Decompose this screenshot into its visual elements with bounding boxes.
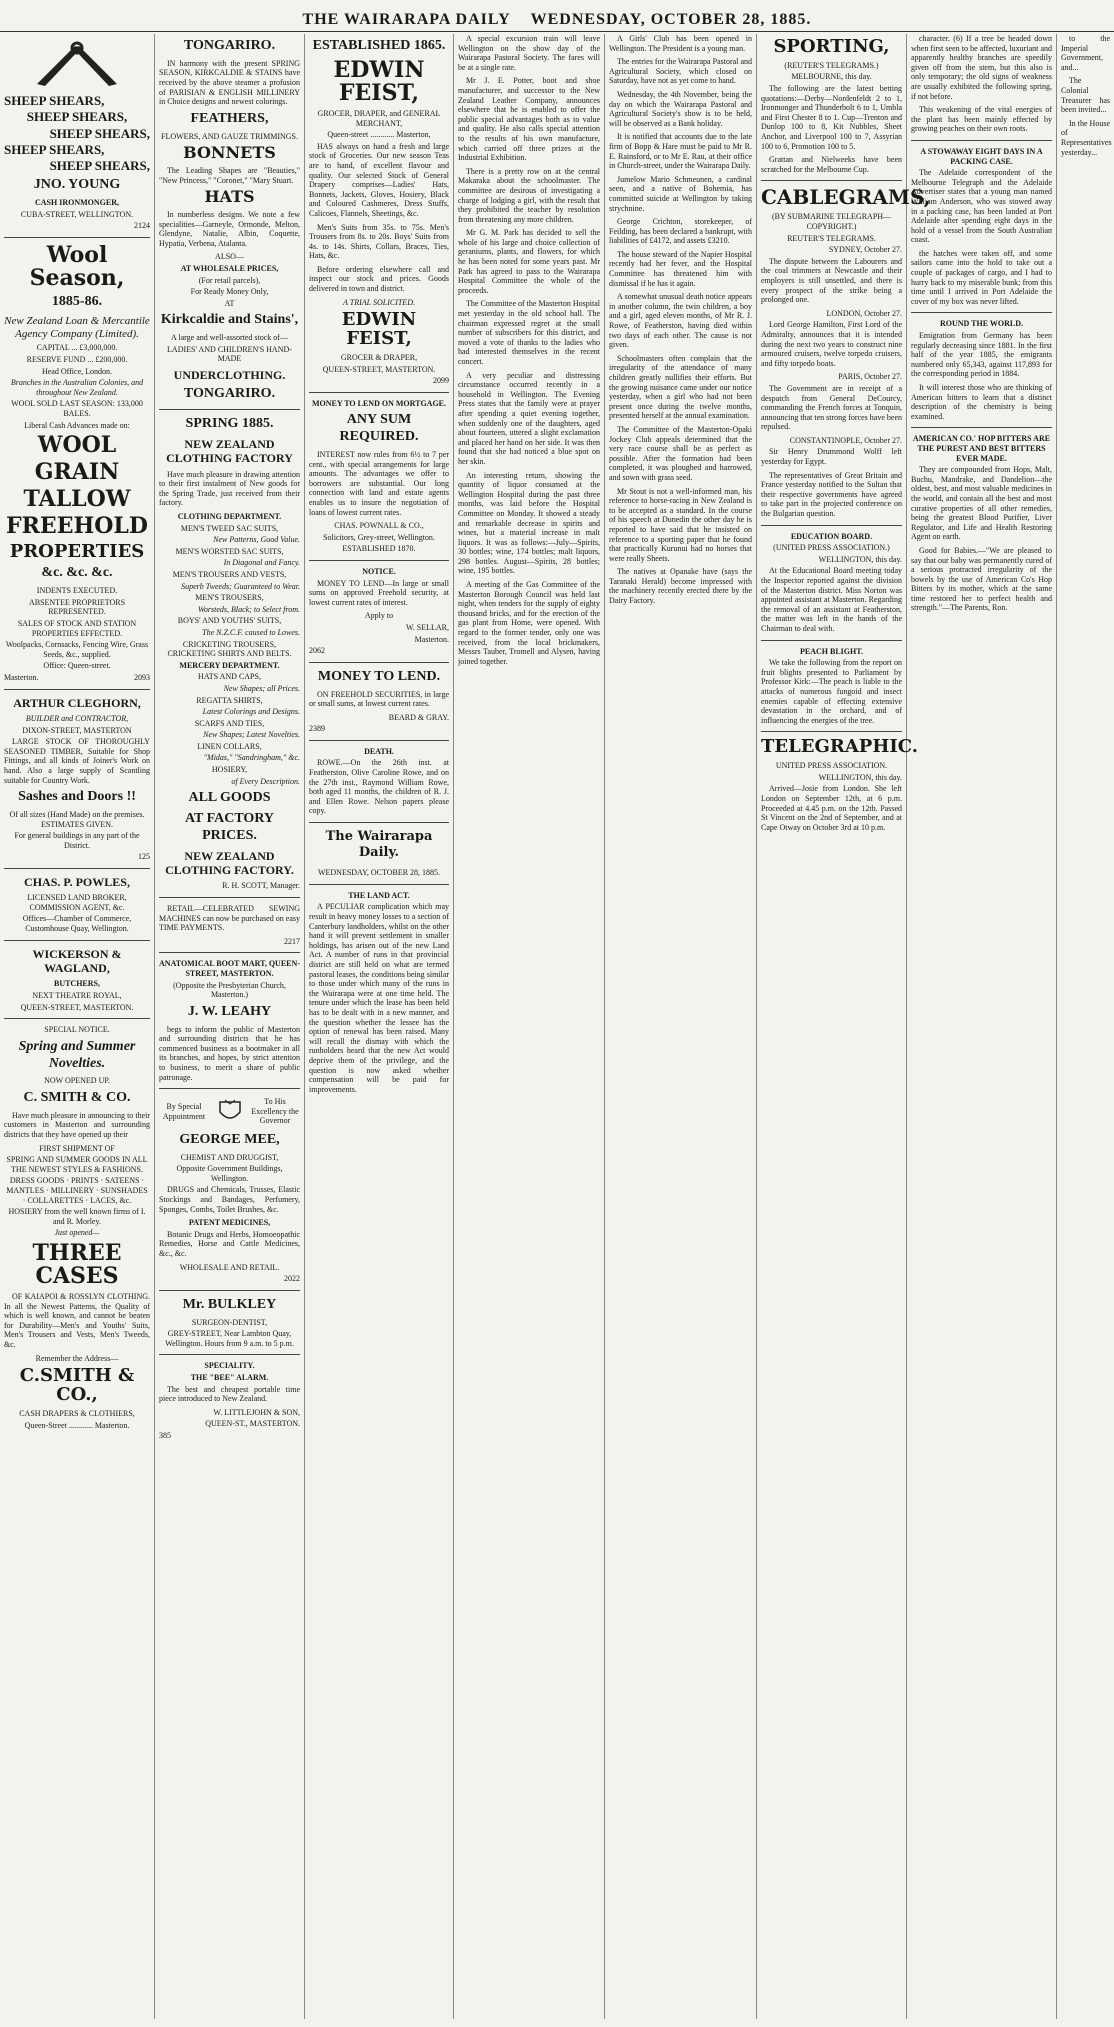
feist-men: Men's Suits from 35s. to 75s. Men's Trousers from 8s. to 20s. Boys' Suits from 4s. to 14s. Shirts, Collars, Braces, Ties, Hats, &c. — [309, 222, 449, 261]
sporting-text: The following are the latest betting quotations:—Derby—Nordenfeldt 2 to 1, Ironmonger and Thunderbolt 6 to 1, Umbla and First Chester 8 to 1. Cup—Trenton and Dunlop 100 to 8, Kit Nubbles, Sheet Anchor, and Liverpool 100 to 7, Assyrian 100 to 6, Promotion 100 to 5. — [761, 84, 902, 151]
news-item: the hatches were taken off, and some sailors came into the hold to take out a couple of packages of cargo, and I had to hurry back to my miserable bunk; from this time until I arrived in Port Adelaide the cover of my box was never lifted. — [911, 248, 1052, 306]
kirkcaldie-name: Kirkcaldie and Stains', — [160, 312, 299, 328]
smith-just: Just opened— — [54, 1228, 100, 1238]
tongariro-text: IN harmony with the present SPRING SEASON, KIRKCALDIE & STAINS have received by the above steamer a profusion of PARISIAN & ENGLISH MILLINERY in Choice designs and newest colorings. — [159, 58, 300, 107]
sellar-ref: 2062 — [309, 646, 325, 656]
ad-sheep-shears-4: SHEEP SHEARS, — [4, 141, 105, 157]
varied-stock: A large and well-assorted stock of— — [171, 333, 288, 343]
sellar: W. SELLAR, — [405, 622, 449, 632]
divider — [4, 940, 150, 941]
divider — [159, 1088, 300, 1089]
news-item: Wednesday, the 4th November, being the day on which the Wairarapa Pastoral and Agricultural Society's show is to be held, will be observed as a Bank holiday. — [609, 89, 752, 128]
young-name: JNO. YOUNG — [33, 177, 121, 193]
sewing-machines: RETAIL—CELEBRATED SEWING MACHINES can now be purchased on easy TIME PAYMENTS. — [159, 904, 300, 933]
telegraphic-dateline: WELLINGTON, this day. — [818, 772, 902, 782]
divider — [159, 409, 300, 410]
edboard-text: At the Educational Board meeting today the Inspector reported against the division of the Masterton district. Miss Norton was appointed assistant at Masterton. Regarding the removal of an assistant at Featherston, the matter was left in the hands of the Chairman to deal with. — [761, 566, 902, 633]
at-label: AT — [224, 298, 235, 308]
mens-worsted: MEN'S WORSTED SAC SUITS, — [175, 546, 284, 556]
mens-trousers-2: MEN'S TROUSERS, — [195, 593, 264, 603]
hats-text: In numberless designs. We note a few specialities—Garneyle, Ormonde, Melton, Glendyne, Natalie, Albin, Coquette, Hypatia, Verbena, Atalanta. — [159, 209, 300, 248]
cable-dateline: PARIS, October 27. — [838, 372, 902, 382]
nz-clothing: NEW ZEALAND CLOTHING FACTORY. — [165, 848, 294, 878]
world-text: Emigration from Germany has been regularly decreasing since 1881. In the first half of the year 1885, the emigrants numbered only 65,343, against 117,893 for the corresponding period in 1884. — [911, 331, 1052, 379]
leahy-name: J. W. LEAHY — [187, 1003, 272, 1019]
divider — [309, 392, 449, 393]
feist-trade-2: GROCER & DRAPER, — [340, 353, 418, 363]
sewing-ref: 2217 — [284, 936, 300, 946]
young-address: CUBA-STREET, WELLINGTON. — [20, 209, 134, 219]
pownall-est: ESTABLISHED 1870. — [342, 544, 416, 554]
tongariro-heading-2: TONGARIRO. — [183, 386, 276, 402]
news-item: George Crichton, storekeeper, of Feilding, has been declared a bankrupt, with liabilities of £4172, and assets £3210. — [609, 217, 752, 246]
smith-goods: SPRING AND SUMMER GOODS IN ALL THE NEWEST STYLES & FASHIONS. — [6, 1155, 148, 1174]
cable-dateline: CONSTANTINOPLE, October 27. — [789, 435, 902, 445]
bulkley-addr: GREY-STREET, Near Lambton Quay, Wellington. Hours from 9 a.m. to 5 p.m. — [165, 1329, 294, 1348]
underclothing: UNDERCLOTHING. — [173, 367, 286, 382]
cleghorn-name: ARTHUR CLEGHORN, — [13, 695, 141, 710]
feist-addr-2: QUEEN-STREET, MASTERTON. — [322, 364, 436, 374]
butchers: BUTCHERS, — [53, 979, 100, 989]
divider — [911, 427, 1052, 428]
nzloan-reserve: RESERVE FUND ... £200,000. — [26, 355, 128, 365]
patent-wholesale: WHOLESALE AND RETAIL. — [179, 1262, 280, 1272]
sporting-note: Grattan and Nielweeks have been scratched for the Melbourne Cup. — [761, 155, 902, 174]
ladies-childrens: LADIES' AND CHILDREN'S HAND-MADE — [167, 344, 292, 364]
regatta-note: Latest Colorings and Designs. — [202, 707, 300, 717]
news-item: Jumelow Mario Schmeunen, a cardinal seen, and a native of Bohemia, has committed suicide at Wellington by taking strychnine. — [609, 174, 752, 213]
linen-collars: LINEN COLLARS, — [197, 741, 262, 751]
nzloan-name: New Zealand Loan & Mercantile Agency Company (Limited). — [4, 315, 150, 341]
mee-ref: 2022 — [284, 1274, 300, 1284]
mee-trade: CHEMIST AND DRUGGIST, — [180, 1152, 279, 1162]
established: ESTABLISHED 1865. — [312, 38, 446, 53]
mens-trousers: MEN'S TROUSERS AND VESTS, — [172, 569, 287, 579]
bee-alarm: THE "BEE" ALARM. — [190, 1373, 269, 1382]
news-item: A very peculiar and distressing circumstance occurred recently in a household in Wellington. The Evening Press states that the family were at prayer after spending a quiet evening together, when suddenly one of the daughters, aged about fourteen, uttered a slight exclamation and placed her hand on her side. It was then found that she had noticed a blue spot on her skin. — [458, 370, 600, 466]
clothing-dept: CLOTHING DEPARTMENT. — [177, 512, 282, 521]
divider — [309, 560, 449, 561]
bulkley-trade: SURGEON-DENTIST, — [191, 1317, 268, 1327]
by-special: By Special Appointment — [162, 1101, 206, 1121]
nzloan-wool: WOOL SOLD LAST SEASON: 133,000 BALES. — [11, 399, 143, 418]
smith-text: Have much pleasure in announcing to their customers in Masterton and surrounding districts that they have opened up their — [4, 1110, 150, 1139]
column-8 — [1057, 34, 1114, 2019]
royal-coat-of-arms-icon — [215, 1098, 245, 1124]
divider — [4, 1018, 150, 1019]
divider — [159, 897, 300, 898]
feist-ref-2: 2099 — [433, 376, 449, 386]
nzloan-office: Head Office, London. — [41, 366, 113, 376]
blight-text: We take the following from the report on fruit blights presented to Parliament by Professor Kirk:—The peach is liable to the attacks of numerous fungoid and insect enemies capable of effecting extensive devastation in the orchard, and of influencing the energies of the tree. — [761, 658, 902, 725]
money-text: INTEREST now rules from 6½ to 7 per cent., with special arrangements for large amounts. The advantages we offer to borrowers are substantial. Our long connection with land and estate agents enables us to insure the negotiation of loans of lowest current rates. — [309, 450, 449, 517]
cable-text: Sir Henry Drummond Wolff left yesterday for Egypt. — [761, 447, 902, 467]
news-item: A special excursion train will leave Wellington on the show day of the Wairarapa Pastoral Society. The fares will be at a single rate. — [458, 34, 600, 72]
feist-name-2: EDWIN FEIST, — [341, 309, 417, 350]
news-item: The Committee of the Masterton Hospital met yesterday in the old school hall. The chairman expressed regret at the small number of subscribers for this district, and moved a vote of thanks to the ladies who had interested themselves in the recent concert. — [458, 299, 600, 366]
etc-heading: &c. &c. &c. — [41, 565, 113, 581]
factory-text: Have much pleasure in drawing attention to their first instalment of New goods for the Spring Trade, just received from their factory. — [159, 469, 300, 508]
paper-date: WEDNESDAY, OCTOBER 28, 1885. — [317, 868, 441, 878]
cable-text: The dispute between the Labourers and the coal trimmers at Newcastle and their employers is still unsettled, and there is every prospect of the strike being a prolonged one. — [761, 256, 902, 305]
pownall-trade: Solicitors, Grey-street, Wellington. — [323, 532, 435, 542]
column-6 — [757, 34, 931, 2019]
office-ref: 2093 — [134, 672, 150, 682]
land-act-text: A PECULIAR complication which may result in heavy money losses to a section of Canterbury landholders, whilst on the other hand it will prevent settlement in smaller holdings, has arisen out of the new Land Act. A number of runs in that provincial district are still held on what are termed pastoral leases, the conditions being similar to those under which many of the runs in the Wairarapa were at one time held. The tenure under which the lease has been held has to be dealt with in a new manner, and the question whether the lessee has the option of renewal has been raised. Many will recall the dismay with which the runholders heard that the new Act would deprive them of the privilege, and the question is now asked whether compensation will be paid for improvements. — [309, 902, 449, 1094]
hats-caps-note: New Shapes; all Prices. — [223, 683, 300, 693]
news-item: A meeting of the Gas Committee of the Masterton Borough Council was held last night, when tenders for the supply of eighty thousand bricks, and for the erection of the gas plant from Home, were opened. With regard to the former tender, only one was received, from the local brickmakers, Messrs Tauber, Tromell and Alysen, having joined together. — [458, 580, 600, 666]
money-to-lend: MONEY TO LEND. — [317, 668, 441, 684]
hop-text: They are compounded from Hops, Malt, Buchu, Mandrake, and Dandelion—the oldest, best, and most valuable medicines in the world, and contain all the best and most curative properties of all other remedies, being the greatest Blood Purifier, Liver Regulator, and Life and Health Restoring Agent on earth. — [911, 465, 1052, 542]
freehold-heading: FREEHOLD — [6, 513, 148, 540]
scarfs-note: New Shapes; Latest Novelties. — [203, 730, 300, 740]
cricketing: CRICKETING TROUSERS, CRICKETING SHIRTS AND BELTS. — [167, 639, 292, 659]
death-heading: DEATH. — [364, 746, 394, 756]
ad-sheep-shears-2: SHEEP SHEARS, — [26, 109, 128, 125]
ad-sheep-shears-3: SHEEP SHEARS, — [49, 125, 150, 141]
news-item: to the Imperial Government, and... — [1061, 34, 1110, 72]
news-item: There is a pretty row on at the central Makaraka about the schoolmaster. The committee are desirous of investigating a charge of lodging a girl, with the result that they prohibited the teacher by resolution from threatening any more children. — [458, 166, 600, 224]
money-heading: MONEY TO LEND ON MORTGAGE. — [311, 398, 447, 408]
death-text: ROWE.—On the 26th inst. at Featherston, Olive Caroline Rowe, and on the 27th inst., Raymond William Rowe, both aged 11 months, the children of R. J. and Ellen Rowe. Nelson papers please copy. — [309, 758, 449, 816]
feathers-heading: FEATHERS, — [190, 110, 269, 126]
flowers-heading: FLOWERS, AND GAUZE TRIMMINGS. — [161, 131, 298, 141]
money-any: ANY SUM REQUIRED. — [339, 412, 419, 445]
littlejohn-ref: 385 — [159, 1430, 171, 1440]
mens-worsted-note: In Diagonal and Fancy. — [223, 558, 300, 568]
ad-sheep-shears-5: SHEEP SHEARS, — [49, 158, 150, 174]
cable-text: Lord George Hamilton, First Lord of the Admiralty, announces that it is intended during the next two years to construct nine armoured cruisers, twelve torpedo cruisers, and fifty torpedo boats. — [761, 320, 902, 368]
scarfs: SCARFS AND TIES, — [194, 718, 265, 728]
trial: A TRIAL SOLICITED. — [343, 297, 415, 307]
tongariro-heading-1: TONGARIRO. — [183, 38, 276, 53]
column-2 — [155, 34, 305, 2019]
butchers-addr: NEXT THEATRE ROYAL, — [32, 991, 122, 1001]
notice-heading: SPECIAL NOTICE. — [44, 1025, 110, 1035]
three-cases-text: OF KAIAPOI & ROSSLYN CLOTHING. In all the Newest Patterns, the Quality of which is well known, and cannot be beaten for Durability—Men's and Youths' Suits, Men's Trousers and Vests, Men's Tweeds, &c. — [4, 1292, 150, 1350]
young-trade: CASH IRONMONGER, — [34, 198, 119, 208]
paper-name: The Wairarapa Daily. — [325, 829, 433, 860]
apply: Apply to — [364, 611, 394, 621]
office-line — [4, 673, 150, 683]
sheep-shears-illustration — [27, 38, 127, 90]
nz-clothing-factory: NEW ZEALAND CLOTHING FACTORY — [166, 436, 293, 466]
cablegrams-reuter: REUTER'S TELEGRAMS. — [787, 233, 876, 243]
spring-novelties-title: Spring and Summer Novelties. — [18, 1038, 136, 1071]
boys-note: The N.Z.C.F. caused to Lowes. — [202, 627, 300, 637]
news-item: The Committee of the Masterton-Opaki Jockey Club appeals determined that the very race course shall be as perfect as possible. After the formation had been completed, it was ploughed and harrowed, and sown with grass seed. — [609, 424, 752, 482]
sporting-heading: SPORTING, — [773, 36, 890, 57]
office-place: Masterton. — [4, 672, 39, 682]
absentee: ABSENTEE PROPRIETORS REPRESENTED. — [28, 597, 126, 617]
for-retail: (For retail parcels), — [198, 275, 261, 285]
mens-trousers-note: Superb Tweeds; Guaranteed to Wear. — [181, 581, 300, 591]
mercery-dept: MERCERY DEPARTMENT. — [179, 660, 280, 670]
bonnets-heading: BONNETS — [183, 143, 276, 163]
nzloan-branches: Branches in the Australian Colonies, and throughout New Zealand. — [10, 378, 144, 397]
news-item: Schoolmasters often complain that the irregularity of the attendance of many children greatly nullifies their efforts. But the growing nuisance came under our notice yesterday, when a girl who had not been present once during the twelve months, presented herself at the annual examination. — [609, 353, 752, 421]
edboard-dateline: WELLINGTON, this day. — [818, 554, 902, 564]
blight-heading: PEACH BLIGHT. — [800, 646, 863, 656]
divider — [159, 1290, 300, 1291]
smith-queen: Queen-Street ............ Masterton. — [24, 1420, 130, 1430]
column-7 — [907, 34, 1057, 2019]
news-item: A Girls' Club has been opened in Wellington. The President is a young man. — [609, 34, 752, 53]
cable-text: The representatives of Great Britain and France yesterday notified to the Sultan that their respective governments have agreed to take part in the projected conference on the Bulgarian question. — [761, 470, 902, 519]
cable-dateline: LONDON, October 27. — [826, 308, 902, 318]
world-heading: ROUND THE WORLD. — [939, 319, 1024, 329]
wickerson: WICKERSON & WAGLAND, — [32, 946, 122, 976]
hop-heading: AMERICAN CO.' HOP BITTERS ARE THE PUREST AND BEST BITTERS EVER MADE. — [912, 434, 1051, 463]
sashes-sub: Of all sizes (Hand Made) on the premises. ESTIMATES GIVEN. — [9, 809, 145, 829]
speciality: SPECIALITY. — [204, 1361, 255, 1371]
cleghorn-stock: LARGE STOCK OF THOROUGHLY SEASONED TIMBER, Suitable for Shop Fittings, and all kinds of Joiner's Work on hand. Also a large supply of Scantling suitable for Country Work. — [4, 737, 150, 785]
divider — [911, 140, 1052, 141]
tallow-heading: TALLOW — [23, 486, 131, 513]
spring-1885: SPRING 1885. — [185, 416, 274, 432]
news-item: The natives at Opanake have (says the Taranaki Herald) become impressed with the machinery recently erected there by the Dairy Factory. — [609, 567, 752, 606]
also-heading: ALSO— — [215, 252, 244, 262]
feist-before: Before ordering elsewhere call and inspect our stock and prices. Goods delivered in town and district. — [309, 264, 449, 294]
littlejohn-addr: QUEEN-ST., MASTERTON. — [205, 1419, 300, 1429]
sporting-dateline: MELBOURNE, this day. — [791, 72, 872, 82]
divider — [761, 180, 902, 181]
notice-text: MONEY TO LEND—In large or small sums on approved Freehold security, at lowest current rates of interest. — [309, 578, 449, 607]
column-5 — [605, 34, 757, 2019]
cable-text: The Government are in receipt of a despatch from General DeCourcy, commanding the French forces at Tonquin, announcing that ten strong forces have been repulsed. — [761, 383, 902, 432]
wool-season-title: Wool Season, — [29, 242, 125, 292]
cleghorn-trade: BUILDER and CONTRACTOR, — [25, 713, 129, 723]
mee-addr: Opposite Government Buildings, Wellington. — [176, 1164, 283, 1183]
feist-name: EDWIN FEIST, — [333, 56, 425, 106]
leahy-text: begs to inform the public of Masterton and surrounding districts that he has commenced business as a bootmaker in all its branches, and hopes, by strict attention to business, to merit a share of public patronage. — [159, 1024, 300, 1082]
telegraphic-text: Arrived—Josie from London. She left London on September 12th, at 6 p.m. Proceeded at 4.45 p.m. on the 12th. Passed St Vincent on the 2nd of September, and at Cape Otway on October 3rd at 10 p.m. — [761, 784, 902, 832]
column-1 — [0, 34, 155, 2019]
hosiery: HOSIERY, — [211, 765, 248, 775]
butchers-street: QUEEN-STREET, MASTERTON. — [20, 1002, 134, 1012]
news-item: The entries for the Wairarapa Pastoral and Agricultural Society, which closed on Saturday, have not as yet come to hand. — [609, 57, 752, 86]
divider — [309, 884, 449, 885]
news-item: It is notified that accounts due to the late firm of Bopp & Hare must be paid to Mr R. E. Rainsford, or to Mr E. Rau, at their office in Church-street, under the Wairarapa Daily. — [609, 132, 752, 171]
factory-prices: AT FACTORY PRICES. — [184, 811, 275, 843]
to-his-exc: To His Excellency the Governor — [251, 1097, 299, 1126]
boys-suits: BOYS' AND YOUTHS' SUITS, — [177, 616, 282, 626]
divider — [309, 740, 449, 741]
three-cases: THREE CASES — [32, 1239, 122, 1290]
news-item: The Colonial Treasurer has been invited... — [1061, 76, 1110, 115]
patent-medicines: PATENT MEDICINES, — [188, 1218, 271, 1228]
office: Office: Queen-street. — [43, 661, 111, 671]
mee-name: GEORGE MEE, — [179, 1131, 280, 1147]
indents: INDENTS EXECUTED. — [36, 586, 118, 596]
stowaway-text: The Adelaide correspondent of the Melbourne Telegraph and the Adelaide Advertiser states that a young man named William Anderson, who was stowed away in a packing case, has been landed at Port Adelaide after spending eight days in the hold of a vessel from the South Australian coast. — [911, 168, 1052, 245]
littlejohn: W. LITTLEJOHN & SON, — [213, 1407, 300, 1417]
sellar-place: Masterton. — [414, 634, 449, 644]
stowaway-heading: A STOWAWAY EIGHT DAYS IN A PACKING CASE. — [920, 146, 1043, 166]
news-item: In the House of Representatives yesterday... — [1061, 118, 1112, 157]
land-act-heading: THE LAND ACT. — [348, 890, 410, 900]
nzloan-advances: Liberal Cash Advances made on: — [24, 420, 130, 430]
properties-heading: PROPERTIES — [9, 540, 145, 562]
edboard-heading: EDUCATION BOARD. — [790, 531, 873, 541]
pownall: CHAS. POWNALL & CO., — [334, 521, 424, 531]
powles-trade: LICENSED LAND BROKER, COMMISSION AGENT, &c. — [27, 893, 127, 912]
appointment-row — [159, 1095, 300, 1128]
sporting-sub: (REUTER'S TELEGRAMS.) — [784, 60, 879, 70]
ready-money: For Ready Money Only, — [190, 287, 269, 297]
mens-suits-note: New Patterns, Good Value. — [213, 535, 300, 545]
beard-ref: 2389 — [309, 724, 325, 734]
divider — [911, 312, 1052, 313]
divider — [4, 237, 150, 238]
divider — [309, 822, 449, 823]
divider — [159, 952, 300, 953]
young-ref: 2124 — [134, 221, 150, 231]
mens-suits: MEN'S TWEED SAC SUITS, — [180, 523, 279, 533]
cable-dateline: SYDNEY, October 27. — [828, 245, 902, 255]
feist-addr: Queen-street ............ Masterton, — [327, 130, 431, 140]
cablegrams-sub: (BY SUBMARINE TELEGRAPH—COPYRIGHT.) — [771, 212, 892, 232]
telegraphic-heading: TELEGRAPHIC. — [761, 736, 919, 758]
grain-heading: GRAIN — [34, 459, 120, 486]
drugs-text: DRUGS and Chemicals, Trusses, Elastic Stockings and Bandages, Perfumery, Sponges, Combs, Toilet Brushes, &c. — [159, 1185, 300, 1214]
masthead-date: WEDNESDAY, OCTOBER 28, 1885. — [530, 11, 812, 28]
column-3 — [305, 34, 454, 2019]
smith-first: FIRST SHIPMENT OF — [39, 1143, 115, 1153]
edboard-sub: (UNITED PRESS ASSOCIATION.) — [773, 543, 890, 553]
news-item: character. (6) If a tree be headed down when first seen to be affected, luxuriant and apparently healthy branches are speedily given off from the stem, but this also is only temporary; the old signs of weakness are usually exhibited the following spring, if not before. — [911, 34, 1052, 101]
smith-list: DRESS GOODS · PRINTS · SATEENS · MANTLES · MILLINERY · SUNSHADES · COLLARETTES · LACES, &c. — [6, 1176, 148, 1205]
nzloan-capital: CAPITAL ... £3,000,000. — [36, 343, 118, 353]
divider — [159, 1354, 300, 1355]
bonnets-text: The Leading Shapes are "Beauties," "New Princess," "Coronet," "Mary Stuart. — [159, 165, 300, 185]
news-item: The house steward of the Napier Hospital recently had her fever, and the Hospital Committee has threatened him with dismissal if he has it again. — [609, 249, 752, 288]
telegraphic-sub: UNITED PRESS ASSOCIATION. — [775, 761, 888, 771]
smith-name-1: C. SMITH & CO. — [23, 1090, 131, 1105]
hop-text-2: Good for Babies.—"We are pleased to say that our baby was permanently cured of a serious protracted irregularity of the bowels by the use of American Co's Hop Bitters by its mother, which at the same time restored her to perfect health and strength."—The Parents, Ron. — [911, 545, 1052, 613]
woolpacks: Woolpacks, Cornsacks, Fencing Wire, Grass Seeds, &c., supplied. — [5, 640, 149, 659]
news-item: Mr Stout is not a well-informed man, his reference to horse-racing in New Zealand is to be accepted as a standard. In the course of his speech at Dunedin the other day he is reported to have said that he insisted on reference to a sporting paper that he found that practically Kurunui had no horses that were really Sheets. — [609, 486, 752, 563]
ad-sheep-shears-1: SHEEP SHEARS, — [4, 93, 105, 108]
patent-text: Botanic Drugs and Herbs, Homoeopathic Remedies, Horse and Cattle Medicines, &c., &c. — [159, 1229, 300, 1259]
sashes-ref: 125 — [138, 852, 150, 862]
smith-hosiery: HOSIERY from the well known firms of I. and R. Morley. — [8, 1207, 146, 1226]
news-item: An interesting return, showing the quantity of liquor consumed at the Wellington Hospital during the past three months, was laid before the Hospital Committee on Monday. It showed a steady and remarkable decrease in spirits and wines, but a material increase in malt liquors. It was as follows:—July—Spirits, 30 bottles; wine, 174 bottles; malt liquors, 298 bottles. August—Spirits, 28 bottles; wine, 195 bottles. — [458, 470, 600, 576]
feist-trade: GROCER, DRAPER, and GENERAL MERCHANT, — [317, 108, 441, 128]
wool-season-year: 1885-86. — [51, 294, 103, 310]
divider — [761, 640, 902, 641]
powles-name: CHAS. P. POWLES, — [24, 874, 130, 889]
smith-drapers: CASH DRAPERS & CLOTHIERS, — [19, 1409, 135, 1419]
masthead — [0, 0, 1114, 32]
bootmart: ANATOMICAL BOOT MART, QUEEN-STREET, MASTERTON. — [159, 959, 300, 978]
spring-opened: NOW OPENED UP. — [44, 1076, 110, 1086]
bulkley-name: Mr. BULKLEY — [182, 1296, 277, 1312]
divider — [4, 868, 150, 869]
sashes-grading: For general buildings in any part of the District. — [14, 831, 140, 850]
money-to-lend-text: ON FREEHOLD SECURITIES, in large or small sums, at lowest current rates. — [309, 689, 449, 709]
wholesale-prices: AT WHOLESALE PRICES, — [180, 263, 279, 273]
news-item: Mr G. M. Park has decided to sell the whole of his large and choice collection of geraniums, plants, and flowers, for which he has been noted for some years past. Mr Park has agreed to pass to the Wairarapa Hospital Committee the whole of the proceeds. — [458, 228, 600, 295]
beard-gray: BEARD & GRAY. — [388, 712, 449, 722]
linen-note: "Midas," "Sandringham," &c. — [203, 753, 300, 763]
divider — [761, 731, 902, 732]
cleghorn-place: DIXON-STREET, MASTERTON — [22, 725, 132, 735]
feist-text: HAS always on hand a fresh and large stock of Groceries. Our new season Teas are to hand, of excellent flavour and quality. Our selected Stock of General Drapery comprises—Ladies' Hats, Bonnets, Jackets, Gloves, Hosiery, Black and Coloured Cashmeres, Dress Stuffs, Calicoes, Flannels, Sheetings, &c. — [309, 141, 449, 218]
powles-office: Offices—Chamber of Commerce, Customhouse Quay, Wellington. — [22, 914, 132, 934]
smith-name-2: C.SMITH & CO., — [19, 1365, 135, 1406]
remember: Remember the Address— — [35, 1353, 119, 1363]
news-item: A somewhat unusual death notice appears in another column, the twin children, a boy and a girl, aged eleven months, of Mr R. J. Rowe, of Featherston, having died within two days of each other. The cause is not given. — [609, 292, 752, 350]
bee-text: The best and cheapest portable time piece introduced to New Zealand. — [159, 1384, 300, 1404]
cablegrams-heading: CABLEGRAMS, — [761, 185, 931, 210]
sashes-heading: Sashes and Doors !! — [18, 789, 136, 805]
world-text-2: It will interest those who are thinking of American bitters to learn that a distinct description of the chemistry is being examined. — [911, 383, 1052, 421]
masthead-title: THE WAIRARAPA DAILY — [302, 11, 511, 28]
regatta: REGATTA SHIRTS, — [196, 695, 263, 705]
sales: SALES OF STOCK AND STATION PROPERTIES EFFECTED. — [17, 619, 137, 638]
news-item: This weakening of the vital energies of the plant has been mainly effected by growing peaches on their own roots. — [911, 105, 1052, 134]
bootmart-sub: (Opposite the Presbyterian Church, Masterton.) — [173, 980, 286, 1000]
manager: R. H. SCOTT, Manager. — [222, 881, 300, 891]
all-goods: ALL GOODS — [188, 790, 271, 806]
hats-caps: HATS AND CAPS, — [198, 672, 261, 682]
column-4 — [454, 34, 605, 2019]
divider — [761, 525, 902, 526]
notice-heading-2: NOTICE. — [362, 566, 396, 576]
divider — [309, 662, 449, 663]
hosiery-note: of Every Description. — [231, 776, 300, 786]
news-item: Mr J. E. Potter, boot and shoe manufacturer, and successor to the New Zealand Leather Company, announces elsewhere that he is enabled to offer the public special advantages both as to value and quality. He also calls special attention to the results of his own manufacture, which carried off three prizes at the Industrial Exhibition. — [458, 76, 600, 163]
hats-heading: HATS — [204, 187, 255, 207]
mens-trousers-2-note: Worsteds, Black; to Select from. — [197, 604, 300, 614]
wool-heading: WOOL — [37, 432, 117, 459]
divider — [4, 689, 150, 690]
